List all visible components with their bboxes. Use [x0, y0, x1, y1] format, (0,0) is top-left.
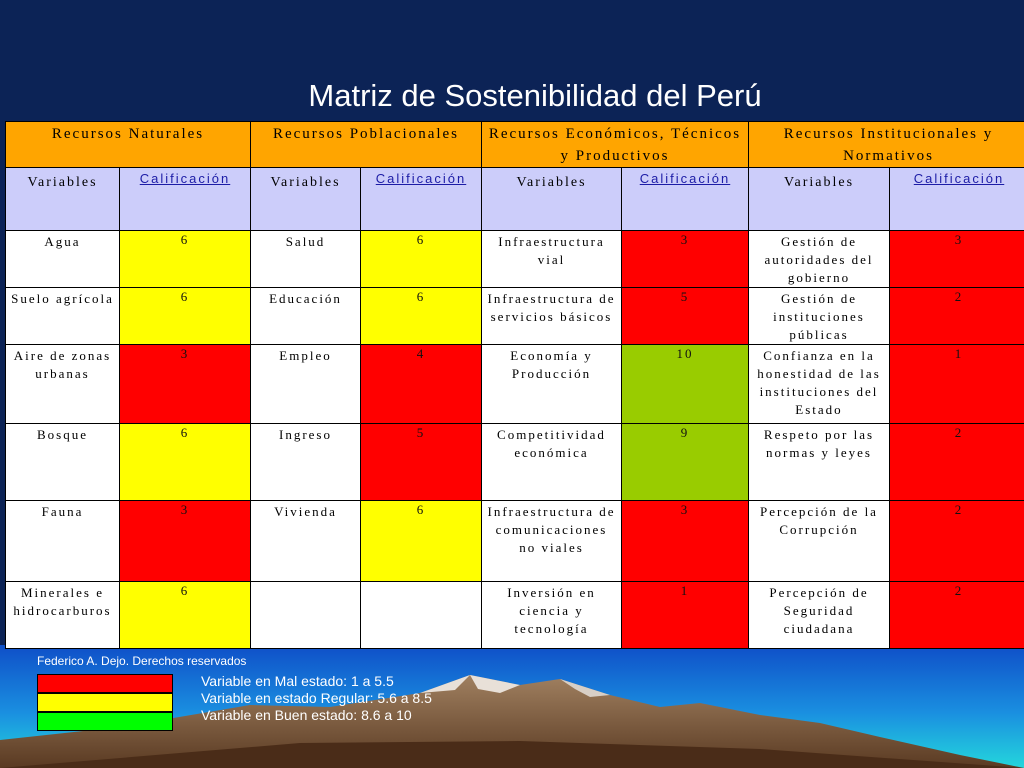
header-calificacion [622, 168, 749, 231]
legend-label-regular: Variable en estado Regular: 5.6 a 8.5 [201, 690, 432, 706]
variable-cell: Suelo agrícola [6, 288, 120, 345]
variable-cell: Empleo [251, 345, 361, 424]
variable-cell: Infraestructura de comunicaciones no viales [482, 501, 622, 582]
table-row [6, 231, 1024, 288]
slide-title: Matriz de Sostenibilidad del Perú [308, 78, 762, 113]
score-cell: 6 [120, 582, 251, 649]
variable-cell: Gestión de autoridades del gobierno [749, 231, 890, 288]
table-row [6, 582, 1024, 649]
legend-swatch-red [37, 674, 173, 693]
table-row [6, 424, 1024, 501]
score-cell: 2 [890, 582, 1024, 649]
header-variables: Variables [749, 168, 890, 231]
variable-cell: Ingreso [251, 424, 361, 501]
legend-label-good: Variable en Buen estado: 8.6 a 10 [201, 707, 412, 723]
score-cell: 6 [120, 231, 251, 288]
variable-cell: Bosque [6, 424, 120, 501]
calificacion-link[interactable]: Calificación [639, 171, 731, 186]
category-institutional: Recursos Institucionales y Normativos [749, 122, 1024, 168]
header-variables: Variables [6, 168, 120, 231]
sustainability-matrix [5, 121, 1024, 649]
score-cell: 6 [120, 288, 251, 345]
variable-cell: Educación [251, 288, 361, 345]
variable-cell: Economía y Producción [482, 345, 622, 424]
score-cell: 10 [622, 345, 749, 424]
calificacion-link[interactable]: Calificación [375, 171, 467, 186]
variable-cell: Aire de zonas urbanas [6, 345, 120, 424]
score-cell [361, 582, 482, 649]
header-calificacion [120, 168, 251, 231]
variable-cell: Inversión en ciencia y tecnología [482, 582, 622, 649]
score-cell: 6 [361, 501, 482, 582]
legend-swatch-green [37, 712, 173, 731]
calificacion-link[interactable]: Calificación [139, 171, 231, 186]
score-cell: 3 [622, 501, 749, 582]
score-cell: 6 [120, 424, 251, 501]
legend-swatch-yellow [37, 693, 173, 712]
legend-label-bad: Variable en Mal estado: 1 a 5.5 [201, 673, 394, 689]
score-cell: 9 [622, 424, 749, 501]
variable-cell: Percepción de la Corrupción [749, 501, 890, 582]
category-population: Recursos Poblacionales [251, 122, 482, 168]
table-row [6, 345, 1024, 424]
variable-cell: Confianza en la honestidad de las instituciones del Estado [749, 345, 890, 424]
score-cell: 6 [361, 288, 482, 345]
score-cell: 3 [890, 231, 1024, 288]
category-natural: Recursos Naturales [6, 122, 251, 168]
variable-cell: Agua [6, 231, 120, 288]
score-cell: 2 [890, 501, 1024, 582]
variable-cell: Infraestructura vial [482, 231, 622, 288]
score-cell: 1 [622, 582, 749, 649]
variable-cell: Vivienda [251, 501, 361, 582]
score-cell: 6 [361, 231, 482, 288]
score-cell: 1 [890, 345, 1024, 424]
table-row [6, 501, 1024, 582]
variable-cell: Salud [251, 231, 361, 288]
variable-cell [251, 582, 361, 649]
header-calificacion [361, 168, 482, 231]
score-cell: 5 [361, 424, 482, 501]
copyright-credit: Federico A. Dejo. Derechos reservados [37, 654, 247, 668]
score-cell: 3 [622, 231, 749, 288]
category-economic: Recursos Económicos, Técnicos y Productivos [482, 122, 749, 168]
score-cell: 4 [361, 345, 482, 424]
score-cell: 3 [120, 345, 251, 424]
variable-cell: Gestión de instituciones públicas [749, 288, 890, 345]
table-row [6, 288, 1024, 345]
header-calificacion [890, 168, 1024, 231]
score-cell: 5 [622, 288, 749, 345]
score-cell: 3 [120, 501, 251, 582]
score-cell: 2 [890, 424, 1024, 501]
score-cell: 2 [890, 288, 1024, 345]
variable-cell: Respeto por las normas y leyes [749, 424, 890, 501]
header-variables: Variables [482, 168, 622, 231]
calificacion-link[interactable]: Calificación [913, 171, 1005, 186]
variable-cell: Infraestructura de servicios básicos [482, 288, 622, 345]
header-variables: Variables [251, 168, 361, 231]
variable-cell: Minerales e hidrocarburos [6, 582, 120, 649]
variable-cell: Percepción de Seguridad ciudadana [749, 582, 890, 649]
variable-cell: Fauna [6, 501, 120, 582]
variable-cell: Competitividad económica [482, 424, 622, 501]
